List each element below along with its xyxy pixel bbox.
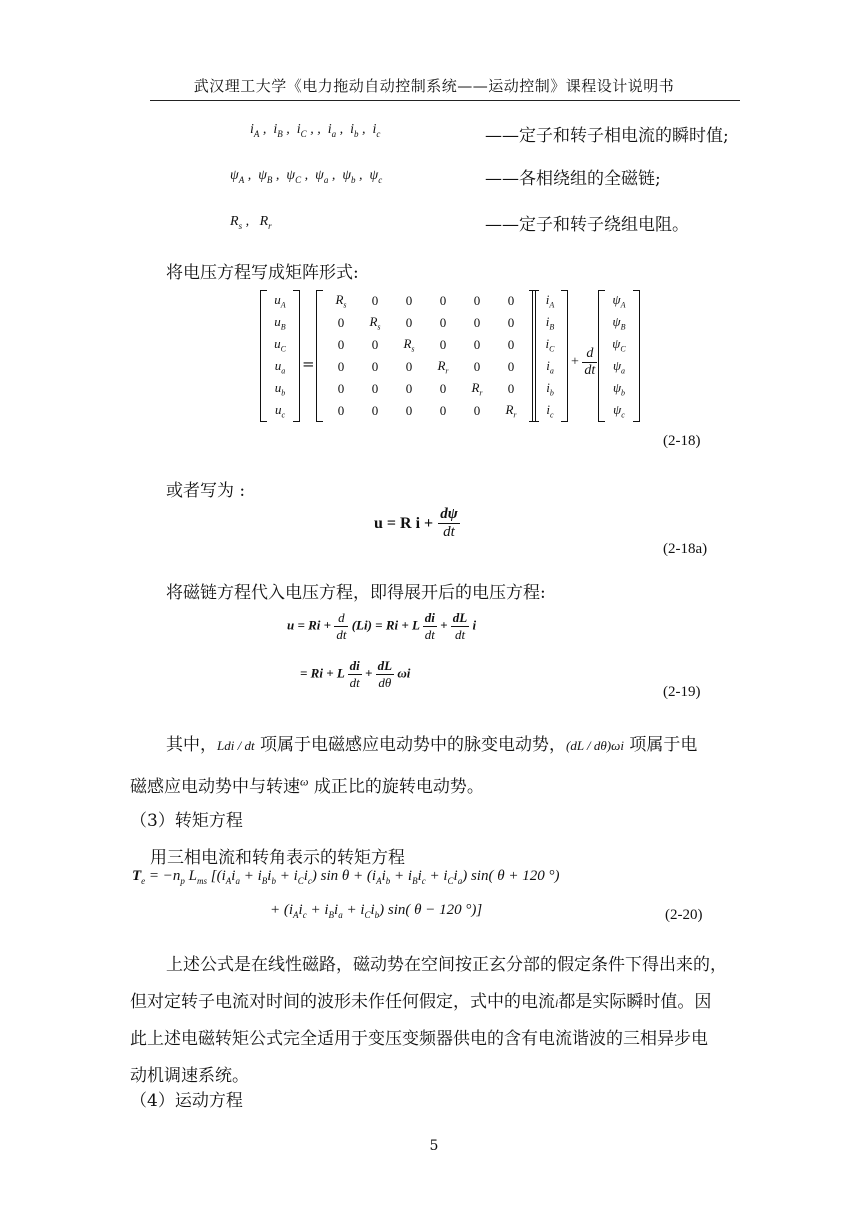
equation-number-2-19: (2-19) bbox=[663, 684, 701, 700]
matrix-intro-text: 将电压方程写成矩阵形式: bbox=[166, 263, 359, 283]
eq19-l2-frac-dl: dL bbox=[377, 658, 393, 673]
derivative-operator: + $\frac{d}{dt}$ bbox=[571, 346, 596, 378]
para1-l2b: 都是实际瞬时值。因 bbox=[558, 992, 712, 1012]
equation-2-20-line1: $T_e = -n_p$ $L_{ms}$ [$(i_Ai_a + i_Bi_b + i_Ci_c)$ $\sin \theta + (i_Ai_b + i_Bi_c + i_Ci_a)$ sin( θ + 120 °) bbox=[132, 868, 560, 886]
eq19-frac-dl: dL bbox=[452, 610, 468, 625]
eq19-l2-frac-di: di bbox=[349, 658, 360, 673]
eq19-l1-c: + bbox=[440, 617, 448, 633]
eq19-l2-frac-dt: dt bbox=[349, 675, 360, 690]
eq19-frac-dt3: dt bbox=[454, 627, 466, 642]
where-4: 磁感应电动势中与转速 bbox=[130, 777, 300, 797]
eq19-l1-a: u = Ri + bbox=[287, 617, 332, 633]
eq-a-lhs: u = R i + bbox=[374, 515, 434, 532]
equals-sign: = bbox=[302, 355, 315, 373]
inline-omega: ω bbox=[300, 774, 309, 789]
para1-l2a: 但对定转子电流对时间的波形未作任何假定，式中的电流 bbox=[130, 992, 555, 1012]
where-3: 项属于电 bbox=[629, 735, 698, 755]
definition-desc-flux: ——各相绕组的全磁链; bbox=[485, 169, 661, 189]
eq-a-num: dψ bbox=[440, 506, 458, 522]
definition-symbols-flux: $\psi_A$ , $\psi_B$ , $\psi_C$ , $\psi_a$ , $\psi_b$ , $\psi_c$ bbox=[230, 168, 383, 185]
matrix-R: $R_s$ 0 0 0 0 0 0 $R_s$ 0 0 0 0 0 0 $R_s$ 0 0 0 0 0 0 $R_r$ 0 0 0 0 0 0 $R_r$ 0 0 0 0 0 0 $R_r$ bbox=[324, 290, 528, 422]
equation-number-2-20: (2-20) bbox=[665, 907, 703, 923]
definition-symbols-resistance: $R_s$ , $R_r$ bbox=[230, 214, 272, 231]
where-1: 其中， bbox=[166, 735, 217, 755]
page-number: 5 bbox=[429, 1138, 439, 1154]
definition-desc-currents: ——定子和转子相电流的瞬时值; bbox=[485, 126, 729, 146]
equation-number-2-18a: (2-18a) bbox=[663, 541, 708, 557]
equation-2-18a bbox=[374, 506, 460, 541]
para1-line2 bbox=[130, 987, 711, 1012]
where-paragraph-line1 bbox=[166, 730, 746, 755]
torque-intro-text: 用三相电流和转角表示的转矩方程 bbox=[150, 848, 405, 868]
para1-line3: 此上述电磁转矩公式完全适用于变压变频器供电的含有电流谐波的三相异步电 bbox=[130, 1029, 708, 1049]
definition-desc-resistance: ——定子和转子绕组电阻。 bbox=[485, 215, 689, 235]
eq19-frac-dt2: dt bbox=[424, 627, 435, 642]
where-5: 成正比的旋转电动势。 bbox=[313, 777, 484, 797]
vector-psi: $\psi_A$ $\psi_B$ $\psi_C$ $\psi_a$ $\psi_b$ $\psi_c$ bbox=[606, 290, 632, 422]
eq19-frac-di: di bbox=[424, 610, 435, 625]
eq19-l2-c: ωi bbox=[397, 665, 411, 681]
equation-2-19-line2 bbox=[300, 658, 410, 691]
eq19-l1-i: i bbox=[472, 617, 477, 633]
inline-dl: (dL / dθ)ωi bbox=[565, 738, 624, 753]
section-3-heading: （3）转矩方程 bbox=[130, 811, 243, 831]
eq19-l2-b: + bbox=[364, 665, 373, 681]
or-write-text: 或者写为 : bbox=[166, 481, 246, 501]
eq19-frac-d: d bbox=[334, 610, 348, 627]
equation-2-20-line2: + $(i_Ai_c + i_Bi_a + i_Ci_b)$ sin( θ − 120 °)] bbox=[270, 902, 483, 920]
eq19-l2-frac-dtheta: dθ bbox=[378, 675, 392, 690]
inline-i: i bbox=[555, 996, 559, 1010]
section-4-heading: （4）运动方程 bbox=[130, 1091, 243, 1111]
eq19-l2-a: = Ri + L bbox=[300, 665, 345, 681]
equation-2-19-line1 bbox=[287, 610, 476, 643]
eq19-frac-dt: dt bbox=[336, 627, 347, 642]
inline-ldi: Ldi / dt bbox=[217, 738, 255, 753]
vector-u: $u_A$ $u_B$ $u_C$ $u_a$ $u_b$ $u_c$ bbox=[268, 290, 292, 422]
header-rule bbox=[150, 100, 740, 101]
where-paragraph-line2 bbox=[130, 772, 484, 797]
vector-i: $i_A$ $i_B$ $i_C$ $i_a$ $i_b$ $i_c$ bbox=[540, 290, 560, 422]
page-header: 武汉理工大学《电力拖动自动控制系统——运动控制》课程设计说明书 bbox=[193, 77, 675, 95]
substitute-text: 将磁链方程代入电压方程，即得展开后的电压方程: bbox=[166, 583, 546, 603]
definition-symbols-currents: $i_A$ , $i_B$ , $i_C$ , , $i_a$ , $i_b$ , $i_c$ bbox=[250, 122, 381, 139]
eq19-l1-b: (Li) = Ri + L bbox=[351, 617, 420, 633]
where-2: 项属于电磁感应电动势中的脉变电动势， bbox=[259, 735, 566, 755]
eq-a-den: dt bbox=[443, 524, 455, 540]
para1-line4: 动机调速系统。 bbox=[130, 1066, 249, 1086]
equation-number-2-18: (2-18) bbox=[663, 433, 701, 449]
para1-line1: 上述公式是在线性磁路，磁动势在空间按正玄分部的假定条件下得出来的， bbox=[166, 955, 727, 975]
